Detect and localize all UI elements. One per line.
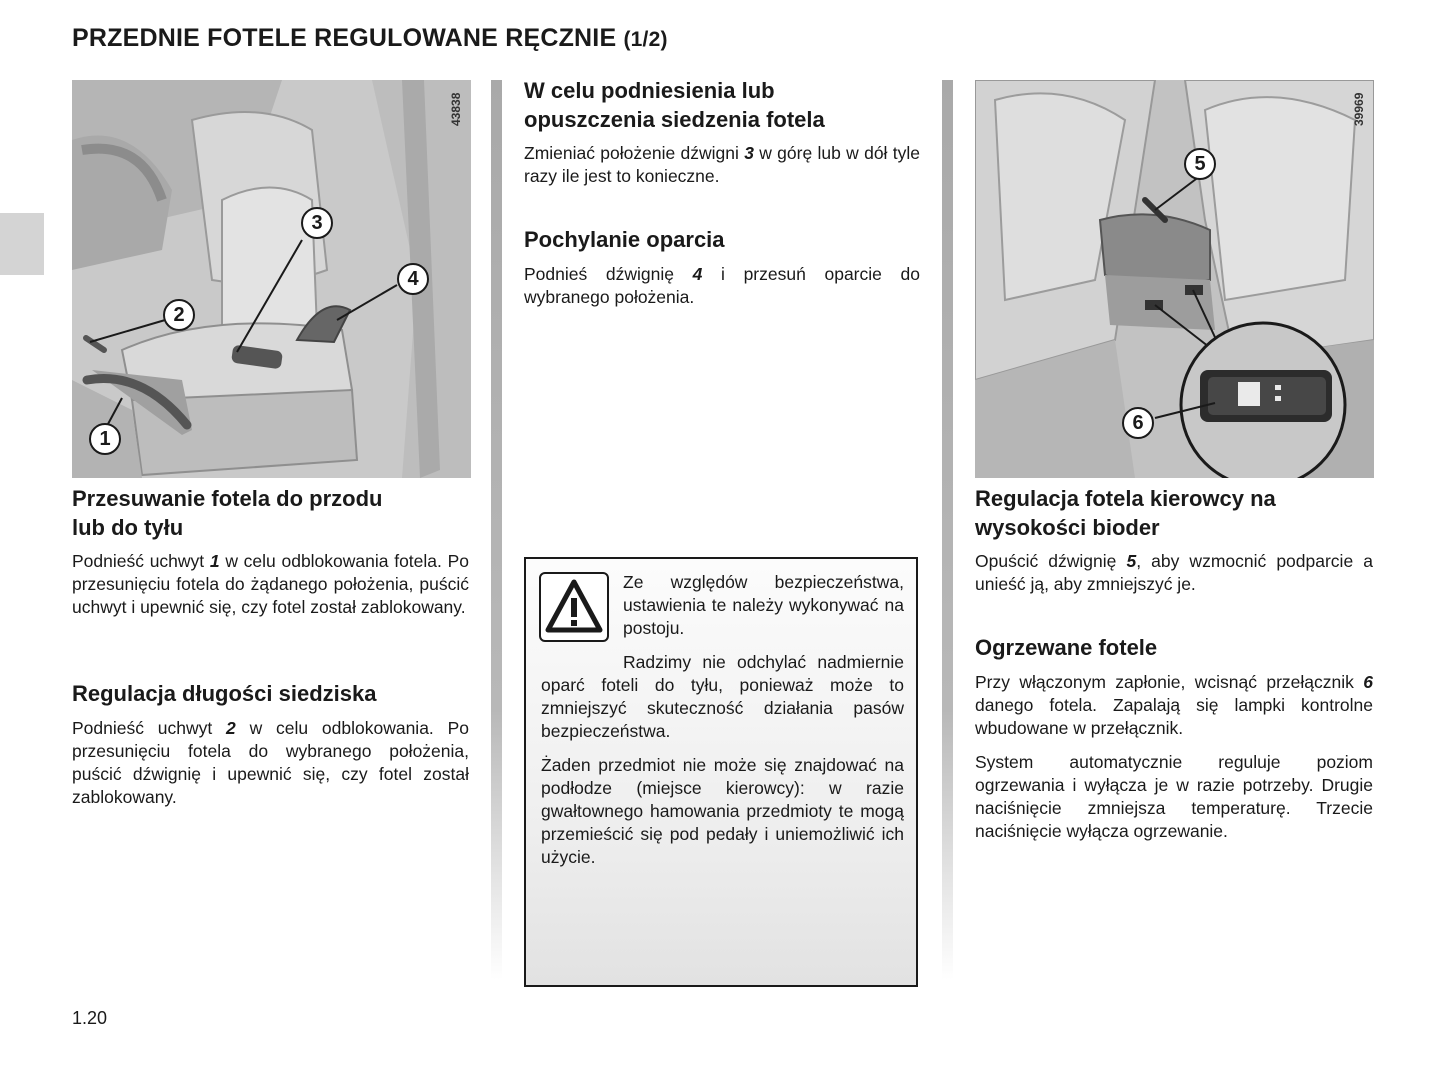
text-cushion-length <box>72 717 469 809</box>
heading-cushion-length: Regulacja długości siedziska <box>72 681 377 706</box>
callout-2: 2 <box>163 299 195 331</box>
heading-heated-seats: Ogrzewane fotele <box>975 635 1158 660</box>
text-run: w celu odblokowania. Po przesunięciu fotela do wybranego położenia, puścić dźwignię i upewnić się, czy fotel został zablokowany. <box>72 718 469 807</box>
figure-code: 43838 <box>449 92 463 126</box>
callout-reference: 3 <box>744 143 754 163</box>
text-run: , aby wzmocnić podparcie a unieść ją, aby zmniejszyć je. <box>975 551 1373 594</box>
callout-6: 6 <box>1122 407 1154 439</box>
figure-code: 39969 <box>1352 92 1366 126</box>
text-run: Podnieść uchwyt <box>72 718 227 738</box>
column-divider-right <box>942 80 953 980</box>
callout-4: 4 <box>397 263 429 295</box>
safety-warning-box <box>524 557 918 987</box>
text-lumbar-support <box>975 550 1373 596</box>
text-seat-slide <box>72 550 469 619</box>
warning-triangle-icon <box>539 572 609 642</box>
text-run: Podnieść uchwyt <box>72 551 210 571</box>
text-run: Podnieś dźwignię <box>524 264 693 284</box>
warning-paragraph-2: Radzimy nie odchylać nadmiernie oparć foteli do tyłu, ponieważ może to zmniejszyć skuteczność działania pasów bezpieczeństwa. <box>541 652 904 741</box>
callout-reference: 6 <box>1363 672 1373 692</box>
heading-lumbar-support <box>975 484 1395 542</box>
chapter-tab <box>0 213 44 275</box>
callout-reference: 2 <box>226 718 236 738</box>
heading-seat-height-line2: opuszczenia siedzenia fotela <box>524 107 825 132</box>
page-title <box>72 24 668 53</box>
column-divider-left <box>491 80 502 980</box>
lumbar-heating-illustration <box>975 80 1374 478</box>
callout-reference: 5 <box>1126 551 1137 571</box>
heading-seat-slide-line2: lub do tyłu <box>72 515 184 540</box>
warning-paragraph-1: Ze względów bezpieczeństwa, ustawienia te należy wykonywać na postoju. <box>623 572 904 638</box>
callout-1: 1 <box>89 423 121 455</box>
callout-3: 3 <box>301 207 333 239</box>
text-backrest-tilt <box>524 263 920 309</box>
page-part-indicator: (1/2) <box>623 28 668 51</box>
callout-5: 5 <box>1184 148 1216 180</box>
callout-reference: 4 <box>692 264 703 284</box>
text-run: Opuścić dźwignię <box>975 551 1127 571</box>
text-run: Przy włączonym zapłonie, wcisnąć przełącznik <box>975 672 1364 692</box>
seat-adjustment-illustration <box>72 80 471 478</box>
console-illustration-drawing <box>975 80 1374 478</box>
text-run: w górę lub w dół tyle razy ile jest to konieczne. <box>524 143 920 186</box>
text-run: danego fotela. Zapalają się lampki kontrolne wbudowane w przełącznik. <box>975 695 1373 738</box>
page-title-text: PRZEDNIE FOTELE REGULOWANE RĘCZNIE <box>72 24 617 52</box>
warning-paragraph-3: Żaden przedmiot nie może się znajdować na podłodze (miejsce kierowcy): w razie gwałtownego hamowania przedmioty te mogą przemieścić się pod pedały i uniemożliwić ich użycie. <box>541 755 904 867</box>
text-heated-seats <box>975 671 1373 740</box>
text-seat-height <box>524 142 920 188</box>
text-run: Zmieniać położenie dźwigni <box>524 143 745 163</box>
heading-lumbar-line1: Regulacja fotela kierowcy na <box>975 486 1276 511</box>
heading-seat-slide <box>72 484 472 542</box>
heading-seat-height <box>524 76 924 134</box>
heading-lumbar-line2: wysokości bioder <box>975 515 1160 540</box>
text-run: w celu odblokowania fotela. Po przesunięciu fotela do żądanego położenia, puścić uchwyt i upewnić się, czy fotel został zablokowany. <box>72 551 469 617</box>
callout-reference: 1 <box>209 551 220 571</box>
heading-seat-height-line1: W celu podniesienia lub <box>524 78 775 103</box>
text-run: i przesuń oparcie do wybranego położenia. <box>524 264 920 307</box>
heading-seat-slide-line1: Przesuwanie fotela do przodu <box>72 486 383 511</box>
page-number: 1.20 <box>72 1008 108 1028</box>
heading-backrest-tilt: Pochylanie oparcia <box>524 227 725 252</box>
text-heated-seats-auto: System automatycznie reguluje poziom ogrzewania i wyłącza je w razie potrzeby. Drugie naciśnięcie zmniejsza temperaturę. Trzecie naciśnięcie wyłącza ogrzewanie. <box>975 752 1373 841</box>
